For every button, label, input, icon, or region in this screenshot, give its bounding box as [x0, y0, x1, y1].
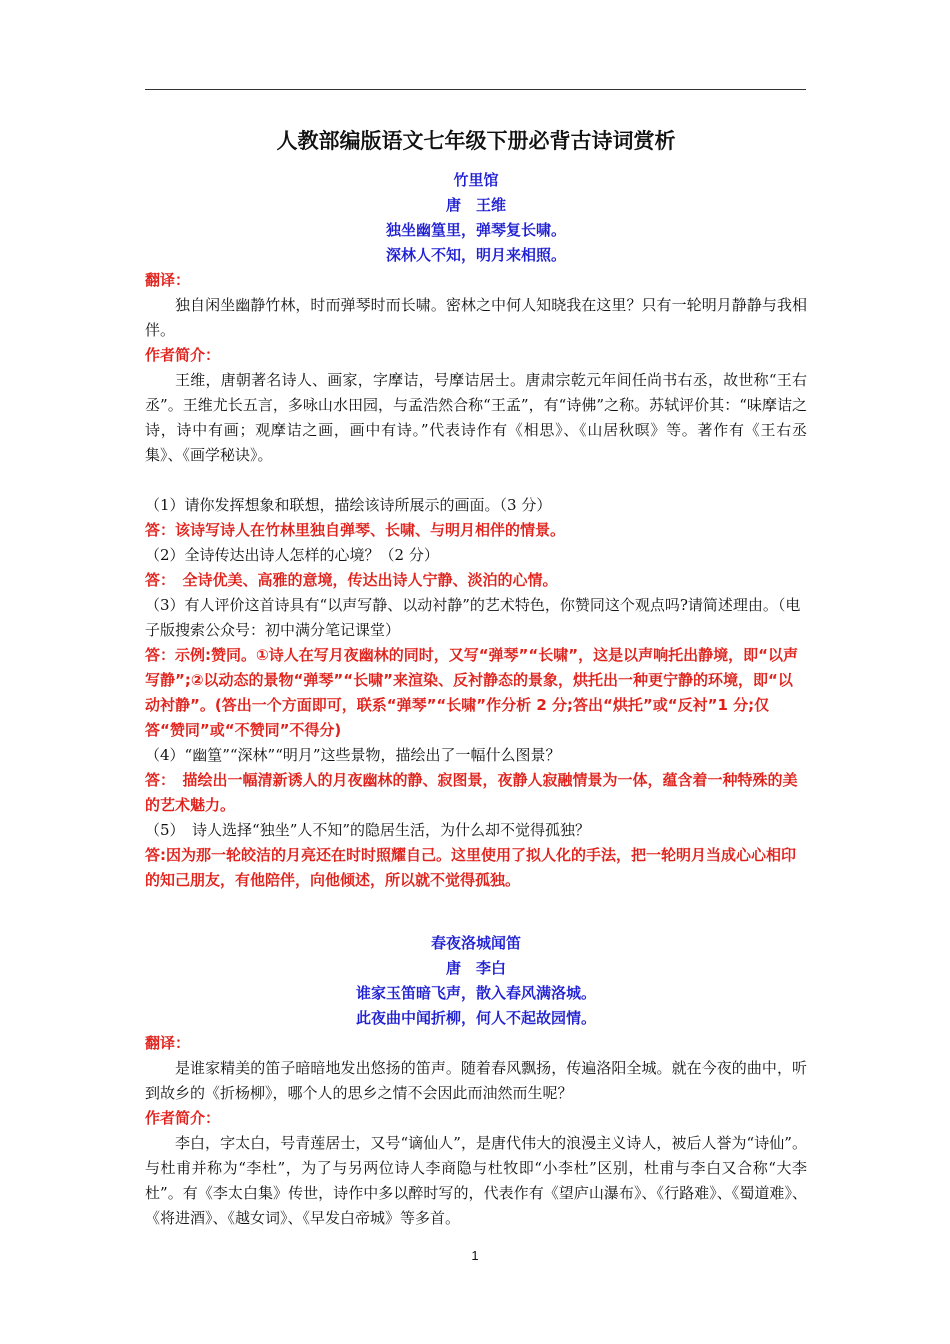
poem-author: 唐 王维 — [445, 196, 506, 214]
answer-4: 答： 描绘出一幅清新诱人的月夜幽林的静、寂图景，夜静人寂融情景为一体，蕴含着一种特殊的美的艺术魅力。 — [145, 771, 798, 814]
question-2: （2）全诗传达出诗人怎样的心境？（2 分） — [145, 546, 439, 564]
document-body — [145, 124, 807, 1231]
author-bio-label: 作者简介： — [145, 1109, 221, 1127]
answer-5: 答:因为那一轮皎洁的月亮还在时时照耀自己。这里使用了拟人化的手法，把一轮明月当成心心相印的知己朋友，有他陪伴，向他倾述，所以就不觉得孤独。 — [145, 846, 797, 889]
poem-line: 深林人不知，明月来相照。 — [385, 246, 566, 264]
poem-line: 此夜曲中闻折柳，何人不起故园情。 — [355, 1009, 596, 1027]
translation-label: 翻译： — [145, 1034, 191, 1052]
author-bio-text: 王维，唐朝著名诗人、画家，字摩诘，号摩诘居士。唐肃宗乾元年间任尚书右丞，故世称“王右丞”。王维尤长五言，多咏山水田园，与孟浩然合称“王孟”，有“诗佛”之称。苏轼评价其：“味摩诘之诗，诗中有画；观摩诘之画，画中有诗。”代表诗作有《相思》、《山居秋暝》等。著作有《王右丞集》、《画学秘诀》。 — [145, 371, 807, 464]
author-bio-label: 作者简介： — [145, 346, 221, 364]
poem-line: 独坐幽篁里，弹琴复长啸。 — [385, 221, 566, 239]
question-1: （1）请你发挥想象和联想，描绘该诗所展示的画面。（3 分） — [145, 496, 552, 514]
question-5: （5） 诗人选择“独坐”人不知”的隐居生活，为什么却不觉得孤独？ — [145, 821, 591, 839]
poem-line: 谁家玉笛暗飞声，散入春风满洛城。 — [355, 984, 596, 1002]
header-rule — [145, 89, 806, 90]
poem-title: 春夜洛城闻笛 — [430, 934, 521, 952]
question-4: （4）“幽篁”“深林”“明月”这些景物，描绘出了一幅什么图景？ — [145, 746, 561, 764]
poem-author: 唐 李白 — [445, 959, 506, 977]
poem-title: 竹里馆 — [453, 171, 499, 189]
document-title: 人教部编版语文七年级下册必背古诗词赏析 — [276, 129, 676, 153]
answer-3: 答：示例:赞同。①诗人在写月夜幽林的同时，又写“弹琴”“长啸”，这是以声响托出静境，即“以声写静”;②以动态的景物“弹琴”“长啸”来渲染、反衬静态的景象，烘托出一种更宁静的环境，即“以动衬静”。(答出一个方面即可，联系“弹琴”“长啸”作分析 2 分;答出“烘托”或“反衬”1 分;仅答“赞同”或“不赞同”不得分) — [145, 646, 798, 739]
author-bio-text: 李白，字太白，号青莲居士，又号“谪仙人”，是唐代伟大的浪漫主义诗人，被后人誉为“诗仙”。与杜甫并称为“李杜”，为了与另两位诗人李商隐与杜牧即“小李杜”区别，杜甫与李白又合称“大李杜”。有《李太白集》传世，诗作中多以醉时写的，代表作有《望庐山瀑布》、《行路难》、《蜀道难》、《将进酒》、《越女词》、《早发白帝城》等多首。 — [145, 1134, 807, 1227]
spacer — [145, 468, 807, 493]
page-number: 1 — [471, 1248, 479, 1263]
translation-label: 翻译： — [145, 271, 191, 289]
question-3: （3）有人评价这首诗具有“以声写静、以动衬静”的艺术特色，你赞同这个观点吗?请简述理由。（电子版搜索公众号：初中满分笔记课堂） — [145, 596, 801, 639]
translation-text: 是谁家精美的笛子暗暗地发出悠扬的笛声。随着春风飘扬，传遍洛阳全城。就在今夜的曲中，听到故乡的《折杨柳》，哪个人的思乡之情不会因此而油然而生呢？ — [145, 1059, 807, 1102]
spacer — [145, 893, 807, 931]
answer-2: 答： 全诗优美、高雅的意境，传达出诗人宁静、淡泊的心情。 — [145, 571, 558, 589]
translation-text: 独自闲坐幽静竹林，时而弹琴时而长啸。密林之中何人知晓我在这里？只有一轮明月静静与我相伴。 — [145, 296, 807, 339]
answer-1: 答：该诗写诗人在竹林里独自弹琴、长啸、与明月相伴的情景。 — [145, 521, 566, 539]
